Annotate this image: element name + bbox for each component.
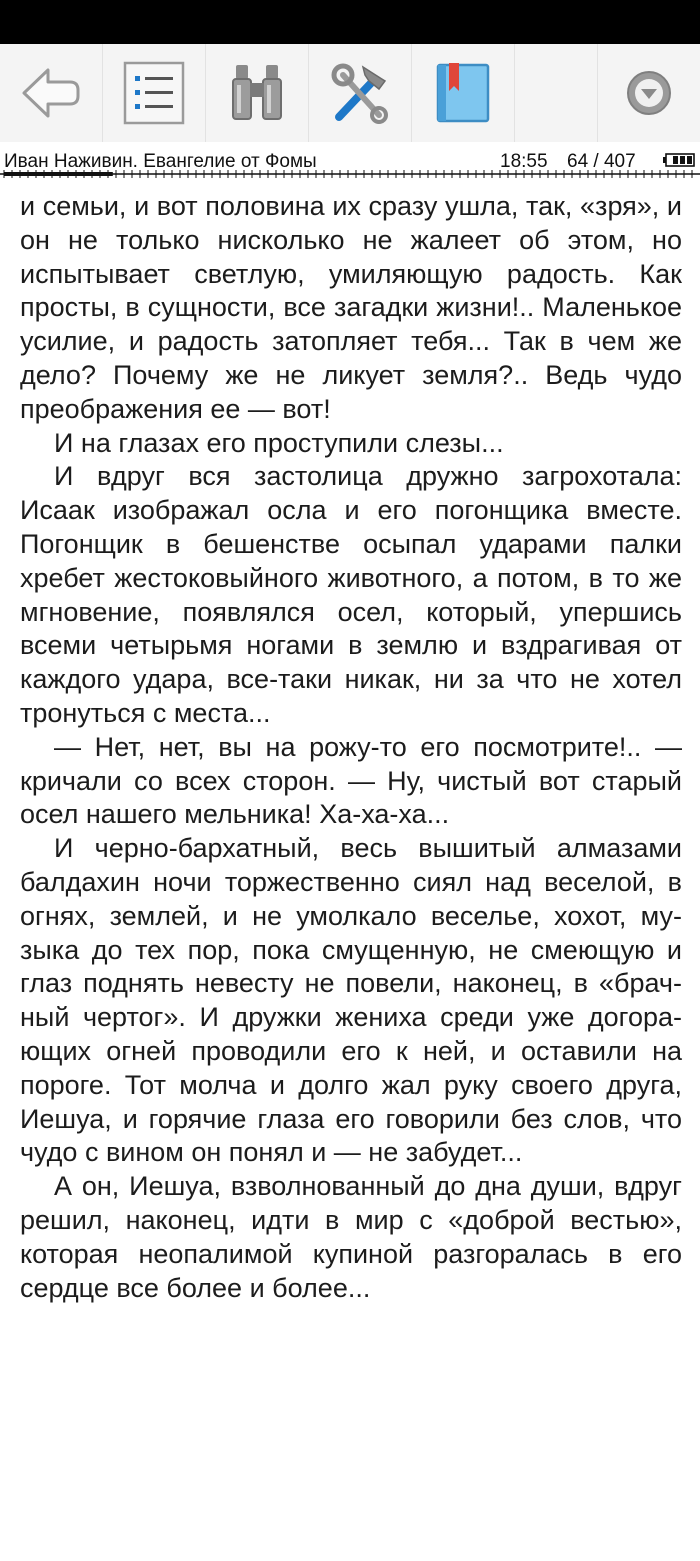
binoculars-icon xyxy=(228,61,286,125)
clock: 18:55 xyxy=(500,151,548,172)
bookmarks-button[interactable] xyxy=(412,44,515,142)
dropdown-circle-icon xyxy=(625,69,673,117)
paragraph: И на глазах его проступили слезы... xyxy=(54,427,504,458)
paragraph: И вдруг вся застолица дружно загрохотала: Исаак изображал осла и его погонщика вместе. Погонщик в бешенстве осыпал ударами палки хребет жестоковыйного животного, а потом, в то же мгновение, появлялся осел, который, упершись всеми четырьмя ногами в землю и вздрагивая от каждого удара, все-таки никак, ни за что не хотел тронуться с места... xyxy=(20,461,682,728)
battery-icon xyxy=(663,153,695,167)
paragraph: и семьи, и вот половина их сразу ушла, так, «зря», и он не только нисколько не жалеет об этом, но испытывает светлую, умиляющую радость. Как просты, в сущности, все загадки жизни!.. Маленькое усилие, и радость затопляет тебя... Так в чем же дело? Почему же не ликует земля?.. Ведь чудо преображения ее — вот! xyxy=(20,191,682,424)
toolbar-spacer xyxy=(515,44,598,142)
book-page-text xyxy=(20,190,682,1305)
list-icon xyxy=(123,61,185,125)
paragraph: И черно-бархатный, весь вышитый алмазами балдахин ночи торжественно сиял над веселой, в огнях, землей, и не умолкало веселье, хохот, музыка до тех пор, пока смущенную, не смеющую и глаз поднять невесту не повели, наконец, в «брачный чертог». И дружки жениха среди уже догорающих огней проводили его к ней, и оставили на пороге. Тот молча и долго жал руку своего друга, Иешуа, и горячие глаза его говорили без слов, что чудо с вином он понял и — не забудет... xyxy=(20,833,682,1168)
page-counter: 64 / 407 xyxy=(567,151,636,172)
search-button[interactable] xyxy=(206,44,309,142)
book-title: Иван Наживин. Евангелие от Фомы xyxy=(4,151,317,172)
paragraph: А он, Иешуа, взволнованный до дна души, вдруг решил, наконец, идти в мир с «доброй вестью», которая неопалимой купиной разгоралась в его сердце все более и более... xyxy=(20,1171,682,1303)
settings-button[interactable] xyxy=(309,44,412,142)
reading-progress-ruler[interactable] xyxy=(0,168,700,180)
menu-button[interactable] xyxy=(598,44,700,142)
back-button[interactable] xyxy=(0,44,103,142)
system-status-bar xyxy=(0,0,700,44)
paragraph: — Нет, нет, вы на рожу-то его посмотрите!.. — кричали со всех сторон. — Ну, чистый вот старый осел нашего мельника! Ха-ха-ха... xyxy=(20,731,682,830)
reader-toolbar xyxy=(0,44,700,142)
contents-button[interactable] xyxy=(103,44,206,142)
tools-icon xyxy=(329,61,391,125)
bookmark-book-icon xyxy=(435,61,491,125)
back-arrow-icon xyxy=(20,64,82,122)
